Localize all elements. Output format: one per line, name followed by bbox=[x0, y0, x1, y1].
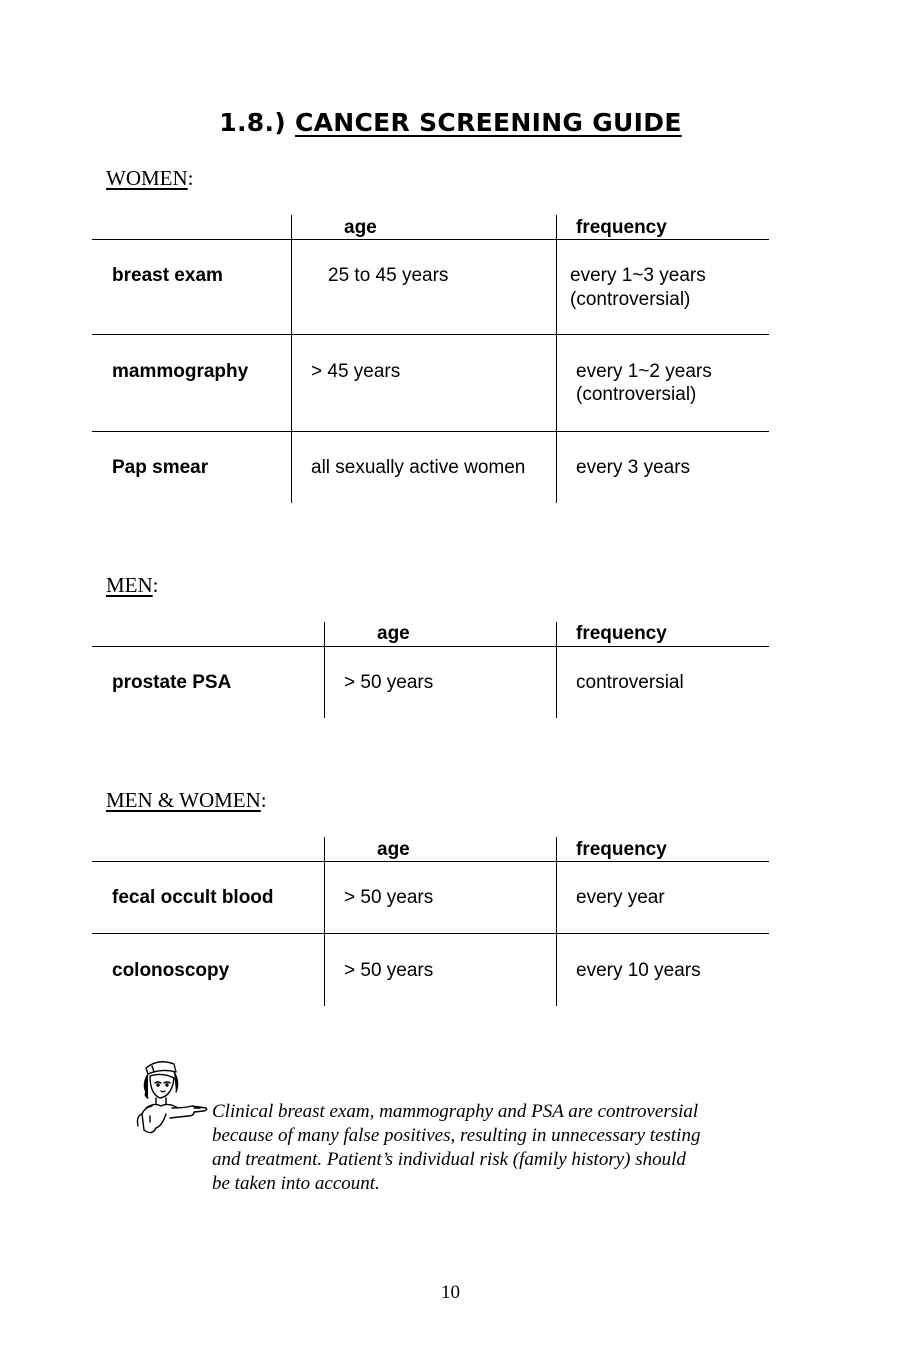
both-freq-colonoscopy: every 10 years bbox=[576, 960, 701, 981]
women-freq-mammography: every 1~2 years bbox=[576, 361, 712, 382]
page-title bbox=[0, 108, 901, 137]
table-divider bbox=[556, 622, 557, 718]
women-test-breast-exam: breast exam bbox=[112, 265, 223, 286]
women-age-mammography: > 45 years bbox=[311, 361, 401, 382]
title-number: 1.8.) bbox=[219, 108, 286, 137]
women-freq-note-mammography: (controversial) bbox=[576, 384, 697, 405]
women-freq-breast-exam: every 1~3 years bbox=[570, 265, 706, 286]
table-rule bbox=[92, 431, 769, 432]
table-rule bbox=[92, 239, 769, 240]
nurse-pointing-icon bbox=[132, 1056, 210, 1140]
title-text: CANCER SCREENING GUIDE bbox=[295, 108, 682, 137]
table-rule bbox=[92, 646, 769, 647]
table-rule bbox=[92, 933, 769, 934]
women-freq-note-breast-exam: (controversial) bbox=[570, 289, 691, 310]
table-divider bbox=[324, 622, 325, 718]
men-test-prostate-psa: prostate PSA bbox=[112, 672, 232, 693]
note-text bbox=[212, 1100, 752, 1196]
men-freq-prostate-psa: controversial bbox=[576, 672, 684, 693]
women-test-pap-smear: Pap smear bbox=[112, 457, 209, 478]
table-divider bbox=[324, 837, 325, 1006]
women-age-breast-exam: 25 to 45 years bbox=[328, 265, 449, 286]
section-heading-men: MEN: bbox=[106, 573, 159, 597]
men-frequency-header: frequency bbox=[576, 623, 667, 644]
both-age-header: age bbox=[377, 839, 410, 860]
women-freq-pap-smear: every 3 years bbox=[576, 457, 691, 478]
table-divider bbox=[556, 837, 557, 1006]
both-age-colonoscopy: > 50 years bbox=[344, 960, 434, 981]
table-divider bbox=[556, 215, 557, 503]
section-heading-women: WOMEN: bbox=[106, 166, 194, 190]
note-line: be taken into account. bbox=[212, 1173, 380, 1194]
both-test-colonoscopy: colonoscopy bbox=[112, 960, 230, 981]
note-line: because of many false positives, resulting in unnecessary testing bbox=[212, 1125, 701, 1146]
section-heading-men-women: MEN & WOMEN: bbox=[106, 788, 267, 812]
women-age-header: age bbox=[344, 217, 377, 238]
women-frequency-header: frequency bbox=[576, 217, 667, 238]
note-line: Clinical breast exam, mammography and PSA are controversial bbox=[212, 1101, 699, 1122]
table-divider bbox=[291, 215, 292, 503]
both-frequency-header: frequency bbox=[576, 839, 667, 860]
men-age-header: age bbox=[377, 623, 410, 644]
note-line: and treatment. Patient’s individual risk (family history) should bbox=[212, 1149, 686, 1170]
women-age-pap-smear: all sexually active women bbox=[311, 457, 526, 478]
both-freq-fecal-occult-blood: every year bbox=[576, 887, 665, 908]
table-rule bbox=[92, 334, 769, 335]
table-rule bbox=[92, 861, 769, 862]
both-age-fecal-occult-blood: > 50 years bbox=[344, 887, 434, 908]
page-number: 10 bbox=[441, 1282, 460, 1303]
women-test-mammography: mammography bbox=[112, 361, 249, 382]
men-age-prostate-psa: > 50 years bbox=[344, 672, 434, 693]
both-test-fecal-occult-blood: fecal occult blood bbox=[112, 887, 274, 908]
